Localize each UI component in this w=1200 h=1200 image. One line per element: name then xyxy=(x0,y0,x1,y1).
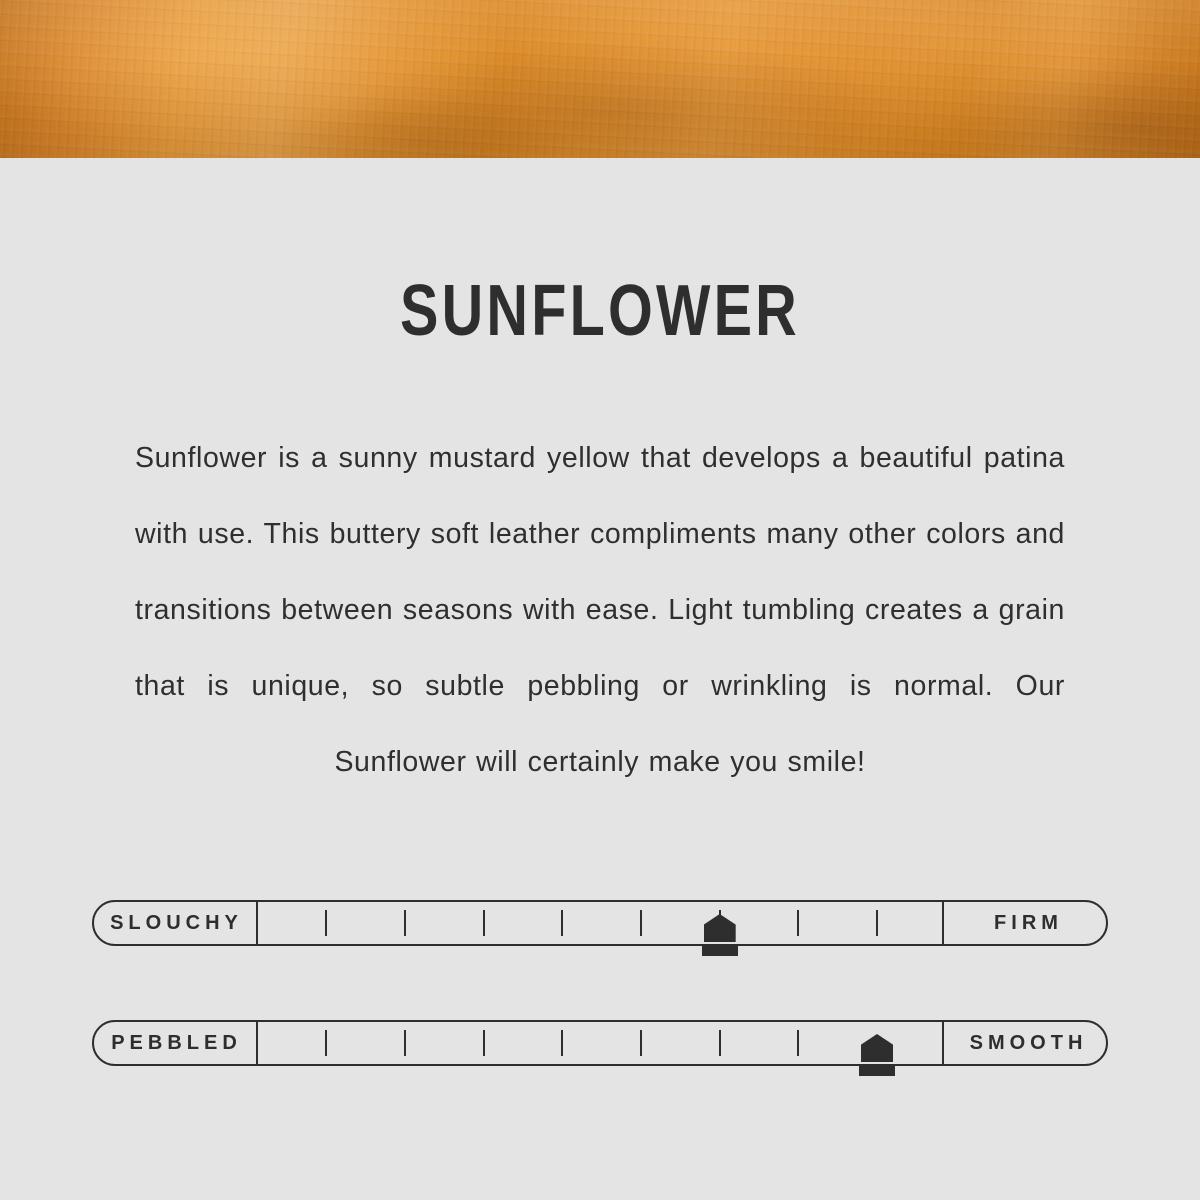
scale-tick xyxy=(640,1030,642,1056)
scale-tick xyxy=(797,1030,799,1056)
marker-pin-icon xyxy=(704,914,736,942)
scale-tick xyxy=(797,910,799,936)
scale-right-label: SMOOTH xyxy=(942,1020,1108,1066)
scale-tick xyxy=(719,1030,721,1056)
scale-tick xyxy=(404,1030,406,1056)
scale-structure xyxy=(92,900,1108,946)
scale-right-label: FIRM xyxy=(942,900,1108,946)
scale-tick xyxy=(404,910,406,936)
marker-bar xyxy=(702,946,738,956)
scale-ticks xyxy=(258,1020,942,1066)
scale-tick xyxy=(561,910,563,936)
scale-tick xyxy=(483,1030,485,1056)
scale-tick xyxy=(876,910,878,936)
scale-tick xyxy=(325,1030,327,1056)
scale-left-label: PEBBLED xyxy=(92,1020,258,1066)
scale-marker-structure xyxy=(700,914,740,970)
scale-left-label: SLOUCHY xyxy=(92,900,258,946)
leather-swatch-banner xyxy=(0,0,1200,158)
scale-ticks xyxy=(258,900,942,946)
scale-texture xyxy=(92,1020,1108,1066)
scale-tick xyxy=(561,1030,563,1056)
marker-bar xyxy=(859,1066,895,1076)
scale-tick xyxy=(483,910,485,936)
scale-tick xyxy=(325,910,327,936)
leather-sheen-layer xyxy=(0,0,1200,158)
color-description: Sunflower is a sunny mustard yellow that develops a beautiful patina with use. This buttery soft leather compliments many other colors and transitions between seasons with ease. Light tumbling creates a grain that is unique, so subtle pebbling or wrinkling is normal. Our Sunflower will certainly make you smile! xyxy=(135,442,1065,778)
scale-marker-texture xyxy=(857,1034,897,1090)
page-title: SUNFLOWER xyxy=(400,271,800,351)
content-panel xyxy=(0,158,1200,1200)
scale-tick xyxy=(640,910,642,936)
marker-pin-icon xyxy=(861,1034,893,1062)
